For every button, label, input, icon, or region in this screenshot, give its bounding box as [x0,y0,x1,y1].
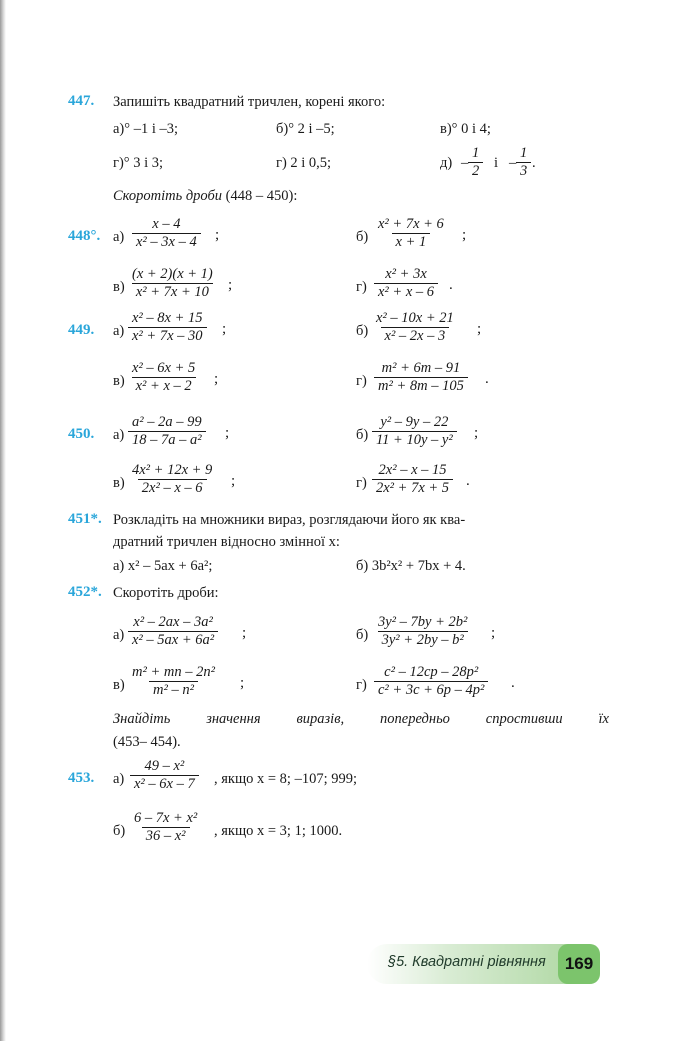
exercise-447-d-minus1: – [461,155,469,171]
ex452-b-fraction: $\frac{\text{3y² – 7by + 2b²}}{\text{3y² + 2by – b²}}$ [378,614,468,648]
exercise-447-title: Запишіть квадратний тричлен, корені якого: [113,94,386,110]
ex450-g-punct: . [466,473,470,489]
ex452-v-label: в) [113,677,125,693]
exercise-447-d-mid: і [494,155,499,171]
ex450-v-punct: ; [231,473,236,489]
reduce-hint: Скоротіть дроби (448 – 450): [113,188,298,204]
exercise-449-number: 449. [68,322,95,338]
ex452-a-label: а) [113,627,125,643]
ex452-g-fraction: $\frac{\text{c² – 12cp – 28p²}}{\text{c² + 3c + 6p – 4p²}}$ [374,664,488,699]
ex448-b-fraction: $\frac{\text{x² + 7x + 6}}{x + 1}$ [378,216,444,250]
ex450-g-label: г) [356,475,367,491]
ex450-v-fraction: $\frac{\text{4x² + 12x + 9}}{\text{2x² – x – 6}}$ [132,462,213,496]
exercise-447-d-frac2: $\frac{1}{3}$ [516,145,531,180]
ex450-v-label: в) [113,475,125,491]
exercise-447-g2: г) 2 і 0,5; [276,155,332,171]
exercise-452-title: Скоротіть дроби: [113,585,219,601]
ex448-g-label: г) [356,279,367,295]
ex449-b-label: б) [356,323,369,339]
ex452-g-label: г) [356,677,367,693]
ex453-a-label: а) [113,771,125,787]
ex450-g-fraction: $\frac{\text{2x² – x – 15}}{\text{2x² + 7x + 5}}$ [372,462,453,497]
ex448-a-label: а) [113,229,125,245]
ex450-b-fraction: $\frac{\text{y² – 9y – 22}}{\text{11 + 10y – y²}}$ [372,414,457,449]
ex453-a-condition: , якщо x = 8; –107; 999; [214,771,358,787]
exercise-451-a: а) x² – 5ax + 6a²; [113,558,213,574]
exercise-447-a: а)° –1 і –3; [113,121,178,137]
exercise-447-d-end: . [532,155,536,171]
exercise-447-d-frac1: $\frac{1}{2}$ [468,145,483,180]
ex452-b-punct: ; [491,625,496,641]
find-hint-line2: (453– 454). [113,734,181,750]
exercise-447-number: 447. [68,93,95,109]
ex449-a-punct: ; [222,321,227,337]
footer-section-title: §5. Квадратні рівняння [388,954,546,970]
ex450-a-fraction: $\frac{\text{a² – 2a – 99}}{\text{18 – 7a – a²}}$ [128,414,206,449]
ex450-a-punct: ; [225,425,230,441]
ex448-b-label: б) [356,229,369,245]
ex448-v-fraction: $\frac{(x + 2)(x + 1)}{\text{x² + 7x + 10}}$ [132,266,213,300]
ex449-g-punct: . [485,371,489,387]
exercise-451-b: б) 3b²x² + 7bx + 4. [356,558,466,574]
ex452-b-label: б) [356,627,369,643]
exercise-447-d-label: д) [440,155,453,171]
ex448-v-punct: ; [228,277,233,293]
ex452-v-punct: ; [240,675,245,691]
ex453-b-condition: , якщо x = 3; 1; 1000. [214,823,343,839]
ex450-a-label: а) [113,427,125,443]
ex448-g-fraction: $\frac{\text{x² + 3x}}{\text{x² + x – 6}}$ [374,266,438,301]
find-hint-line1: Знайдіть значення виразів, попередньо спростивши їх [113,711,609,727]
ex449-b-punct: ; [477,321,482,337]
ex448-a-fraction: $\frac{x - 4}{\text{x² – 3x – 4}}$ [132,216,201,251]
page-number: 169 [558,944,600,984]
exercise-451-line1: Розкладіть на множники вираз, розглядаючи його як ква- [113,512,466,528]
ex453-b-label: б) [113,823,126,839]
ex452-g-punct: . [511,675,515,691]
ex448-a-punct: ; [215,227,220,243]
ex449-a-label: а) [113,323,125,339]
ex450-b-punct: ; [474,425,479,441]
ex453-b-fraction: $\frac{\text{6 – 7x + x²}}{\text{36 – x²}}$ [134,810,198,844]
exercise-453-number: 453. [68,770,95,786]
ex453-a-fraction: $\frac{\text{49 – x²}}{\text{x² – 6x – 7}}$ [130,758,199,793]
exercise-452-number: 452*. [68,584,102,600]
exercise-450-number: 450. [68,426,95,442]
ex449-v-label: в) [113,373,125,389]
ex449-v-fraction: $\frac{\text{x² – 6x + 5}}{\text{x² + x – 2}}$ [132,360,196,394]
page-edge [0,0,6,1041]
ex449-b-fraction: $\frac{\text{x² – 10x + 21}}{\text{x² – 2x – 3}}$ [376,310,454,344]
exercise-447-b: б)° 2 і –5; [276,121,335,137]
ex449-g-fraction: $\frac{\text{m² + 6m – 91}}{\text{m² + 8m – 105}}$ [374,360,468,395]
ex452-a-fraction: $\frac{\text{x² – 2ax – 3a²}}{\text{x² – 5ax + 6a²}}$ [128,614,218,649]
ex448-g-punct: . [449,277,453,293]
ex448-v-label: в) [113,279,125,295]
exercise-451-line2: дратний тричлен відносно змінної x: [113,534,340,550]
exercise-447-d-minus2: – [509,155,517,171]
exercise-451-number: 451*. [68,511,102,527]
ex452-v-fraction: $\frac{\text{m² + mn – 2n²}}{\text{m² – n²}}$ [132,664,215,698]
exercise-447-g: г)° 3 і 3; [113,155,164,171]
ex449-a-fraction: $\frac{\text{x² – 8x + 15}}{\text{x² + 7x – 30}}$ [128,310,207,345]
ex450-b-label: б) [356,427,369,443]
ex449-g-label: г) [356,373,367,389]
ex449-v-punct: ; [214,371,219,387]
ex448-b-punct: ; [462,227,467,243]
ex452-a-punct: ; [242,625,247,641]
exercise-448-number: 448°. [68,228,101,244]
exercise-447-v: в)° 0 і 4; [440,121,491,137]
